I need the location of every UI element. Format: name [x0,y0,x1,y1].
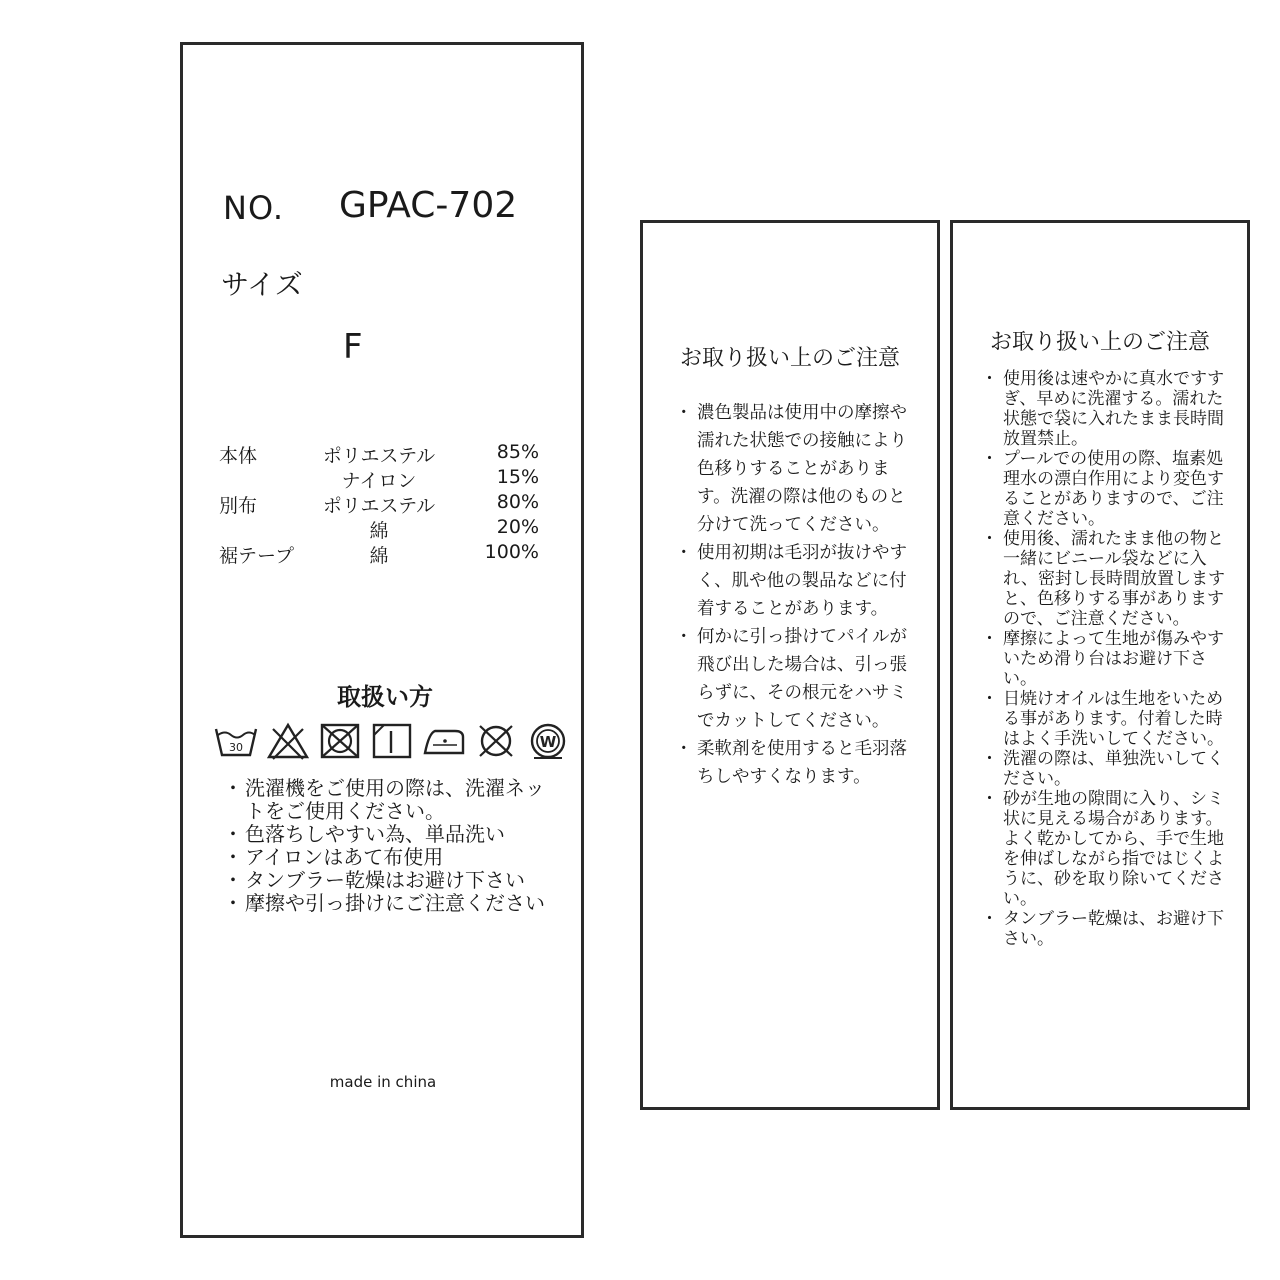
iron-low-cloth-icon [421,721,467,761]
composition-percent: 20% [496,516,539,538]
composition-part: 本体 [219,445,258,467]
composition-row [219,541,539,566]
list-item: ・ 摩擦によって生地が傷みやすいため滑り台はお避け下さい。 [983,629,1229,689]
list-item: ・ アイロンはあて布使用 [225,846,555,869]
list-item: ・ 使用後は速やかに真水ですすぎ、早めに洗濯する。濡れた状態で袋に入れたまま長時間放置禁止。 [983,369,1229,449]
wet-clean-letter: W [539,733,557,751]
no-tumble-dry-icon [317,721,363,761]
care-tag-2 [950,220,1250,1110]
composition-percent: 85% [496,441,539,463]
composition-fiber: ポリエステル [322,445,436,467]
wash-30-net-icon [213,721,259,761]
care-tag-2-notes [983,369,1229,949]
composition-percent: 100% [484,541,539,563]
composition-percent: 80% [496,491,539,513]
list-item: ・ タンブラー乾燥は、お避け下さい。 [983,909,1229,949]
list-item: ・ 色落ちしやすい為、単品洗い [225,823,555,846]
list-item: ・ 使用初期は毛羽が抜けやすく、肌や他の製品などに付着することがあります。 [677,539,917,623]
list-item: ・ 洗濯機をご使用の際は、洗濯ネットをご使用ください。 [225,777,555,823]
size-label: サイズ [221,268,303,301]
care-symbols [213,721,571,761]
composition-row [219,516,539,541]
list-item: ・ プールでの使用の際、塩素処理水の漂白作用により変色することがありますので、ご注意ください。 [983,449,1229,529]
list-item: ・ 洗濯の際は、単独洗いしてください。 [983,749,1229,789]
list-item: ・ 砂が生地の隙間に入り、シミ状に見える場合があります。よく乾かしてから、手で生地を伸ばしながら指ではじくように、砂を取り除いてください。 [983,789,1229,909]
wash-temperature: 30 [229,741,243,754]
care-tag-title: お取り扱い上のご注意 [679,346,900,371]
care-tag-1-notes [677,399,917,791]
made-in-label: made in china [329,1073,437,1091]
composition-fiber: ナイロン [341,470,417,492]
size-value: F [343,327,363,367]
wet-clean-icon [525,721,571,761]
composition-percent: 15% [496,466,539,488]
no-dry-clean-icon [473,721,519,761]
composition-fiber: ポリエステル [322,495,436,517]
composition-fiber: 綿 [369,520,389,542]
drip-dry-shade-icon [369,721,415,761]
care-tag-title: お取り扱い上のご注意 [989,330,1210,355]
composition-part: 別布 [219,495,258,517]
care-instructions-heading: 取扱い方 [337,683,433,711]
composition-table [219,441,539,566]
composition-part: 裾テープ [219,545,295,567]
list-item: ・ タンブラー乾燥はお避け下さい [225,869,555,892]
list-item: ・ 柔軟剤を使用すると毛羽落ちしやすくなります。 [677,735,917,791]
composition-row [219,441,539,466]
list-item: ・ 何かに引っ掛けてパイルが飛び出した場合は、引っ張らずに、その根元をハサミでカットしてください。 [677,623,917,735]
main-care-notes [225,777,555,915]
composition-row [219,466,539,491]
list-item: ・ 日焼けオイルは生地をいためる事があります。付着した時はよく手洗いしてください。 [983,689,1229,749]
main-label-tag [180,42,584,1238]
list-item: ・ 使用後、濡れたまま他の物と一緒にビニール袋などに入れ、密封し長時間放置しますと、色移りする事がありますので、ご注意ください。 [983,529,1229,629]
product-number-value: GPAC-702 [339,185,518,226]
composition-fiber: 綿 [369,545,389,567]
no-bleach-icon [265,721,311,761]
care-tag-1 [640,220,940,1110]
composition-row [219,491,539,516]
list-item: ・ 濃色製品は使用中の摩擦や濡れた状態での接触により色移りすることがあります。洗濯の際は他のものと分けて洗ってください。 [677,399,917,539]
product-number-label: NO. [223,189,284,227]
list-item: ・ 摩擦や引っ掛けにご注意ください [225,892,555,915]
